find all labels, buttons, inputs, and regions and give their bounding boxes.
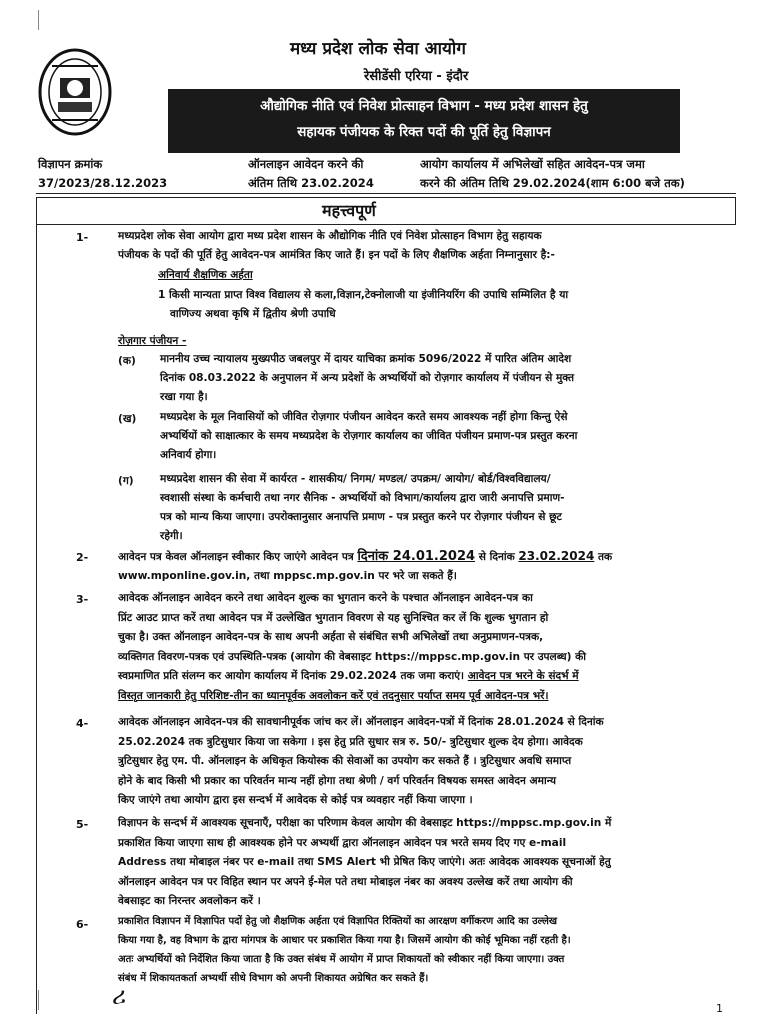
para-line: आवेदक ऑनलाइन आवेदन करने तथा आवेदन शुल्क का भुगतान करने के पश्चात ऑनलाइन आवेदन-पत्र का [118,592,533,604]
para-line: प्रकाशित किया जाएगा साथ ही आवश्यक होने पर अभ्यर्थी द्वारा ऑनलाइन आवेदन पत्र भरते समय दिए गए e-mail [118,836,567,849]
dept-line: औद्योगिक नीति एवं निवेश प्रोत्साहन विभाग - मध्य प्रदेश शासन हेतु [260,98,588,114]
underlined-text: आवेदन पत्र भरने के संदर्भ में [467,670,579,682]
para-line: प्रकाशित विज्ञापन में विज्ञापित पदों हेतु जो शैक्षणिक अर्हता एवं विज्ञापित रिक्तियों का आरक्षण वर्गीकरण आदि का उल्लेख [118,916,558,927]
para-line: विज्ञापन के सन्दर्भ में आवश्यक सूचनाएँ, परीक्षा का परिणाम केवल आयोग की वेबसाइट https://mppsc.mp.gov.in में [118,817,612,829]
para-line: 1 किसी मान्यता प्राप्त विश्व विद्यालय से कला,विज्ञान,टेक्नोलाजी या इंजीनियरिंग की उपाधि सम्मिलित है या [158,289,569,301]
para-line: प्रिंट आउट प्राप्त करें तथा आवेदन पत्र में उल्लेखित भुगतान विवरण से यह सुनिश्चित कर लें कि शुल्क भुगतान हो [118,611,549,624]
item-number: 4- [76,717,89,730]
item-number: 5- [76,818,89,831]
para-line: संबंध में शिकायतकर्ता अभ्यर्थी सीधे विभाग को अपनी शिकायत अग्रेषित कर सकते हैं। [118,973,429,984]
para-line: त्रुटिसुधार हेतु एम. पी. ऑनलाइन के अधिकृत कियोस्क की सेवाओं का उपयोग कर सकते हैं । त्रुटिसुधार अवधि समाप्त [118,755,572,767]
office-date: करने की अंतिम तिथि 29.02.2024(शाम 6:00 बजे तक) [420,176,685,190]
ad-number: 37/2023/28.12.2023 [38,176,168,190]
sub-item-ga [160,470,730,546]
edu-heading: अनिवार्य शैक्षणिक अर्हता [158,269,253,281]
text: आवेदन पत्र केवल ऑनलाइन स्वीकार किए जाएंगे आवेदन पत्र [118,551,358,563]
para-line: दिनांक 08.03.2022 के अनुपालन में अन्य प्रदेशों के अभ्यर्थियों को रोज़गार कार्यालय में पंजीयन से मुक्त [160,372,575,384]
initials-mark: ሪ [112,982,127,1010]
online-date: अंतिम तिथि 23.02.2024 [248,176,374,190]
org-title: मध्य प्रदेश लोक सेवा आयोग [290,39,466,59]
item-4 [118,713,730,811]
text: स्वप्रमाणित प्रति संलग्न कर आयोग कार्यालय में दिनांक 29.02.2024 तक जमा कराएं। [118,670,468,682]
para-line: रखा गया है। [160,391,208,403]
para-line: चुका है। उक्त ऑनलाइन आवेदन-पत्र के साथ अपनी अर्हता से संबंधित सभी अभिलेखों तथा अनुप्रमाणन-पत्रक, [118,631,544,643]
para-line: व्यक्तिगत विवरण-पत्रक एवं उपस्थिति-पत्रक (आयोग की वेबसाइट https://mppsc.mp.gov.in पर उपलब्ध) की [118,650,586,663]
divider [36,193,736,194]
item-number: 1- [76,231,89,244]
left-border [36,224,37,1014]
item-number: 2- [76,551,89,564]
sub-label: (क) [118,355,136,367]
para-line: पत्र को मान्य किया जाएगा। उपरोक्तानुसार अनापत्ति प्रमाण - पत्र प्रस्तुत करने पर रोज़गार पंजीयन से छूट [160,511,562,523]
para-line: ऑनलाइन आवेदन पत्र पर विहित स्थान पर अपने ई-मेल पते तथा मोबाइल नंबर का अवश्य उल्लेख करें तथा आयोग की [118,875,573,888]
para-line [118,547,730,567]
para-line: 25.02.2024 तक त्रुटिसुधार किया जा सकेगा । इस हेतु प्रति सुधार सत्र रु. 50/- त्रुटिसुधार शुल्क देय होगा। आवेदक [118,735,583,748]
para-line: होने के बाद किसी भी प्रकार का परिवर्तन मान्य नहीं होगा तथा श्रेणी / वर्ग परिवर्तन विषयक समस्त आवेदन अमान्य [118,774,556,787]
para-line: अतः अभ्यर्थियों को निर्देशित किया जाता है कि उक्त संबंध में आयोग में प्राप्त शिकायतों को स्वीकार नहीं किया जाएगा। उक्त [118,954,565,965]
ad-line: सहायक पंजीयक के रिक्त पदों की पूर्ति हेतु विज्ञापन [297,124,551,140]
office-label: आयोग कार्यालय में अभिलेखों सहित आवेदन-पत्र जमा [420,157,645,171]
item-6 [118,912,730,988]
para-line: स्वशासी संस्था के कर्मचारी तथा नगर सैनिक - अभ्यर्थियों को विभाग/कार्यालय द्वारा जारी अनापत्ति प्रमाण- [160,492,565,504]
ad-label: विज्ञापन क्रमांक [38,157,103,171]
para-line: Address तथा मोबाइल नंबर पर e-mail तथा SMS Alert भी प्रेषित किए जाएंगे। अतः आवेदक आवश्यक सूचनाओं हेतु [118,856,611,868]
online-deadline-block [248,155,374,193]
para-line: माननीय उच्च न्यायालय मुख्यपीठ जबलपुर में दायर याचिका क्रमांक 5096/2022 में पारित अंतिम आदेश [160,353,572,365]
sub-label: (ग) [118,475,134,487]
para-line [118,667,730,687]
para-line: www.mponline.gov.in, तथा mppsc.mp.gov.in पर भरे जा सकते हैं। [118,570,457,582]
sub-label: (ख) [118,413,137,425]
end-date: 23.02.2024 [518,549,595,563]
employment-heading: रोज़गार पंजीयन - [118,335,187,347]
item-1 [118,227,730,265]
sub-item-kha [160,408,730,465]
para-line: मध्यप्रदेश शासन की सेवा में कार्यरत - शासकीय/ निगम/ मण्डल/ उपक्रम/ आयोग/ बोर्ड/विश्वविद्यालय/ [160,473,551,485]
ad-number-block [38,155,167,193]
para-line: आवेदक ऑनलाइन आवेदन-पत्र की सावधानीपूर्वक जांच कर लें। ऑनलाइन आवेदन-पत्रों में दिनांक 28.01.2024 से दिनांक [118,716,604,728]
page-number: 1 [716,1002,723,1015]
para-line: वेबसाइट का निरन्तर अवलोकन करें । [118,895,261,907]
para-line: वाणिज्य अथवा कृषि में द्वितीय श्रेणी उपाधि [170,308,336,320]
important-box [36,197,736,225]
item-3 [118,589,730,706]
para-line: अनिवार्य होगा। [160,449,217,461]
para-line: पंजीयक के पदों की पूर्ति हेतु आवेदन-पत्र आमंत्रित किए जाते हैं। इन पदों के लिए शैक्षणिक अर्हता निम्नानुसार है:- [118,249,555,261]
punch-mark [38,990,43,1010]
para-line: किया गया है, वह विभाग के द्वारा मांगपत्र के आधार पर प्रकाशित किया गया है। जिसमें आयोग की कोई भूमिका नहीं रहती है। [118,935,571,946]
edu-requirement [158,286,718,324]
text: तक [594,551,613,563]
para-line: मध्यप्रदेश लोक सेवा आयोग द्वारा मध्य प्रदेश शासन के औद्योगिक नीति एवं निवेश प्रोत्साहन विभाग हेतु सहायक [118,230,542,242]
para-line: विस्तृत जानकारी हेतु परिशिष्ट-तीन का ध्यानपूर्वक अवलोकन करें एवं तदनुसार पर्याप्त समय पूर्व आवेदन-पत्र भरें। [118,689,549,702]
online-label: ऑनलाइन आवेदन करने की [248,157,364,171]
sub-item-ka [160,350,730,407]
punch-mark [38,10,43,30]
mppsc-emblem-icon [38,48,112,136]
para-line: किए जाएंगे तथा आयोग द्वारा इस सन्दर्भ में आवेदक से कोई पत्र व्यवहार नहीं किया जाएगा । [118,794,473,806]
office-deadline-block [420,155,685,193]
text: से दिनांक [475,551,519,563]
org-address: रेसीडेंसी एरिया - इंदौर [364,69,469,84]
ad-banner [168,89,680,153]
important-heading: महत्त्वपूर्ण [322,201,376,220]
start-date: दिनांक 24.01.2024 [357,549,476,564]
para-line: मध्यप्रदेश के मूल निवासियों को जीवित रोज़गार पंजीयन आवेदन करते समय आवश्यक नहीं होगा किन्तु ऐसे [160,411,568,423]
item-number: 6- [76,918,89,931]
item-5 [118,814,730,912]
item-2 [118,547,730,586]
item-number: 3- [76,593,89,606]
para-line: अभ्यर्थियों को साक्षात्कार के समय मध्यप्रदेश के रोज़गार कार्यालय का जीवित पंजीयन प्रमाण-पत्र प्रस्तुत करना [160,430,578,442]
para-line: रहेगी। [160,530,183,542]
